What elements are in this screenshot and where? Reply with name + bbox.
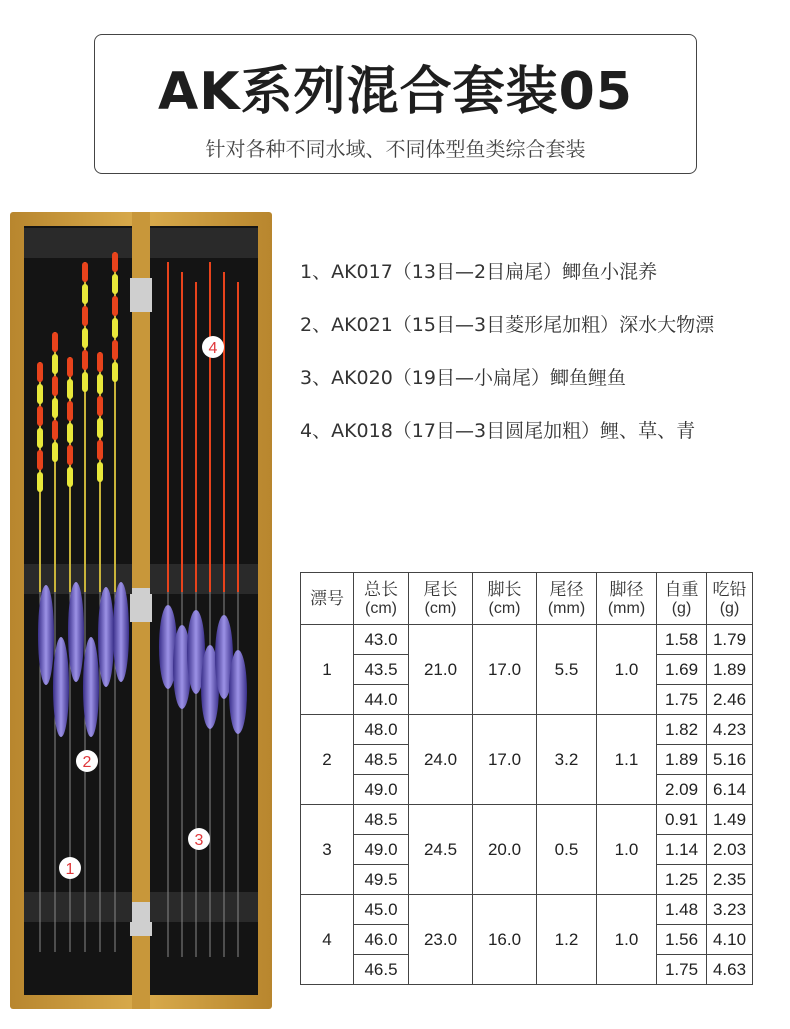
table-cell: 48.5 — [354, 745, 409, 775]
column-header: 漂号 — [301, 573, 354, 625]
table-cell: 46.5 — [354, 955, 409, 985]
table-cell: 1.75 — [657, 955, 707, 985]
float-tip-segment — [37, 362, 43, 382]
table-cell: 49.5 — [354, 865, 409, 895]
hinge-bottom — [130, 902, 152, 936]
hinge-mid — [130, 588, 152, 622]
svg-text:2: 2 — [82, 754, 92, 771]
table-header-row — [301, 573, 753, 625]
float-tip-segment — [67, 445, 73, 465]
table-cell: 1.69 — [657, 655, 707, 685]
float-tip-segment — [97, 352, 103, 372]
table-cell: 1.1 — [597, 715, 657, 805]
foam-strip-bottom-right — [150, 892, 258, 922]
table-cell: 3.23 — [707, 895, 753, 925]
float-tip-segment — [37, 384, 43, 404]
table-cell: 1.0 — [597, 895, 657, 985]
list-item: 3、AK020（19目—小扁尾）鲫鱼鲤鱼 — [300, 367, 626, 389]
float-tip-segment — [37, 472, 43, 492]
column-header: 脚径 (mm) — [597, 573, 657, 625]
table-cell: 49.0 — [354, 775, 409, 805]
float-tip-segment — [112, 340, 118, 360]
column-header: 总长 (cm) — [354, 573, 409, 625]
list-item: 2、AK021（15目—3目菱形尾加粗）深水大物漂 — [300, 314, 715, 336]
table-cell: 1.14 — [657, 835, 707, 865]
product-photo — [10, 212, 272, 1009]
table-cell: 4.10 — [707, 925, 753, 955]
table-cell: 1.0 — [597, 805, 657, 895]
float-tip-segment — [82, 262, 88, 282]
page-subtitle: 针对各种不同水域、不同体型鱼类综合套装 — [205, 137, 586, 161]
table-cell: 48.0 — [354, 715, 409, 745]
float-tip-segment — [112, 274, 118, 294]
table-cell: 43.0 — [354, 625, 409, 655]
float-body — [83, 637, 99, 737]
float-body — [68, 582, 84, 682]
table-cell: 17.0 — [473, 625, 537, 715]
float-tip-segment — [112, 296, 118, 316]
column-header: 尾长 (cm) — [409, 573, 473, 625]
table-cell: 3.2 — [537, 715, 597, 805]
float-tip-segment — [37, 428, 43, 448]
table-cell: 16.0 — [473, 895, 537, 985]
svg-text:1: 1 — [65, 861, 75, 878]
foam-strip-mid-right — [150, 564, 258, 594]
table-cell: 3 — [301, 805, 354, 895]
table-cell: 45.0 — [354, 895, 409, 925]
table-cell: 23.0 — [409, 895, 473, 985]
float-tip-segment — [82, 328, 88, 348]
table-cell: 0.5 — [537, 805, 597, 895]
float-tip-segment — [52, 420, 58, 440]
table-cell: 1.79 — [707, 625, 753, 655]
float-body — [38, 585, 54, 685]
float-tip-segment — [52, 398, 58, 418]
float-tip-segment — [97, 374, 103, 394]
table-row — [301, 625, 753, 655]
table-cell: 1.48 — [657, 895, 707, 925]
table-cell: 1 — [301, 625, 354, 715]
table-cell: 2.03 — [707, 835, 753, 865]
table-cell: 5.16 — [707, 745, 753, 775]
table-cell: 17.0 — [473, 715, 537, 805]
float-tip-segment — [52, 376, 58, 396]
float-body — [113, 582, 129, 682]
table-cell: 4.23 — [707, 715, 753, 745]
marker-2 — [76, 750, 98, 772]
table-cell: 1.58 — [657, 625, 707, 655]
marker-4 — [202, 336, 224, 358]
float-tip-segment — [112, 362, 118, 382]
table-cell: 4 — [301, 895, 354, 985]
table-cell: 1.89 — [657, 745, 707, 775]
list-item: 4、AK018（17目—3目圆尾加粗）鲤、草、青 — [300, 420, 696, 442]
table-cell: 1.25 — [657, 865, 707, 895]
table-cell: 1.49 — [707, 805, 753, 835]
float-tip-segment — [97, 396, 103, 416]
table-cell: 24.0 — [409, 715, 473, 805]
float-tip-segment — [97, 462, 103, 482]
table-cell: 2.09 — [657, 775, 707, 805]
table-cell: 0.91 — [657, 805, 707, 835]
column-header: 自重 (g) — [657, 573, 707, 625]
marker-3 — [188, 828, 210, 850]
table-row — [301, 805, 753, 835]
foam-strip-top-right — [150, 228, 258, 258]
table-cell: 24.5 — [409, 805, 473, 895]
table-cell: 48.5 — [354, 805, 409, 835]
table-cell: 6.14 — [707, 775, 753, 805]
table-cell: 43.5 — [354, 655, 409, 685]
page-title: AK系列混合套装05 — [158, 62, 633, 122]
float-tip-segment — [52, 332, 58, 352]
table-cell: 1.82 — [657, 715, 707, 745]
table-cell: 5.5 — [537, 625, 597, 715]
float-tip-segment — [67, 467, 73, 487]
table-cell: 2.35 — [707, 865, 753, 895]
table-cell: 1.2 — [537, 895, 597, 985]
hinge-top — [130, 278, 152, 312]
table-cell: 44.0 — [354, 685, 409, 715]
table-cell: 2 — [301, 715, 354, 805]
table-cell: 1.56 — [657, 925, 707, 955]
float-tip-segment — [52, 354, 58, 374]
table-cell: 2.46 — [707, 685, 753, 715]
product-list — [300, 258, 714, 470]
column-header: 吃铅 (g) — [707, 573, 753, 625]
table-cell: 21.0 — [409, 625, 473, 715]
column-header: 尾径 (mm) — [537, 573, 597, 625]
list-item: 1、AK017（13目—2目扁尾）鲫鱼小混养 — [300, 261, 658, 283]
table-cell: 4.63 — [707, 955, 753, 985]
spec-table — [300, 572, 753, 985]
float-tip-segment — [67, 357, 73, 377]
float-body — [229, 650, 247, 734]
table-cell: 1.75 — [657, 685, 707, 715]
title-box — [94, 34, 697, 174]
column-header: 脚长 (cm) — [473, 573, 537, 625]
float-tip-segment — [82, 350, 88, 370]
table-cell: 49.0 — [354, 835, 409, 865]
table-cell: 1.89 — [707, 655, 753, 685]
marker-1 — [59, 857, 81, 879]
table-row — [301, 895, 753, 925]
float-tip-segment — [97, 418, 103, 438]
svg-text:4: 4 — [208, 340, 218, 357]
float-tip-segment — [67, 423, 73, 443]
float-tip-segment — [82, 284, 88, 304]
float-tip-segment — [112, 318, 118, 338]
float-tip-segment — [37, 450, 43, 470]
float-tip-segment — [82, 372, 88, 392]
float-body — [98, 587, 114, 687]
float-tip-segment — [52, 442, 58, 462]
float-tip-segment — [112, 252, 118, 272]
table-cell: 46.0 — [354, 925, 409, 955]
float-tip-segment — [97, 440, 103, 460]
table-cell: 1.0 — [597, 625, 657, 715]
float-body — [53, 637, 69, 737]
svg-text:3: 3 — [194, 832, 204, 849]
float-tip-segment — [82, 306, 88, 326]
table-row — [301, 715, 753, 745]
table-cell: 20.0 — [473, 805, 537, 895]
float-tip-segment — [67, 379, 73, 399]
float-tip-segment — [67, 401, 73, 421]
float-tip-segment — [37, 406, 43, 426]
